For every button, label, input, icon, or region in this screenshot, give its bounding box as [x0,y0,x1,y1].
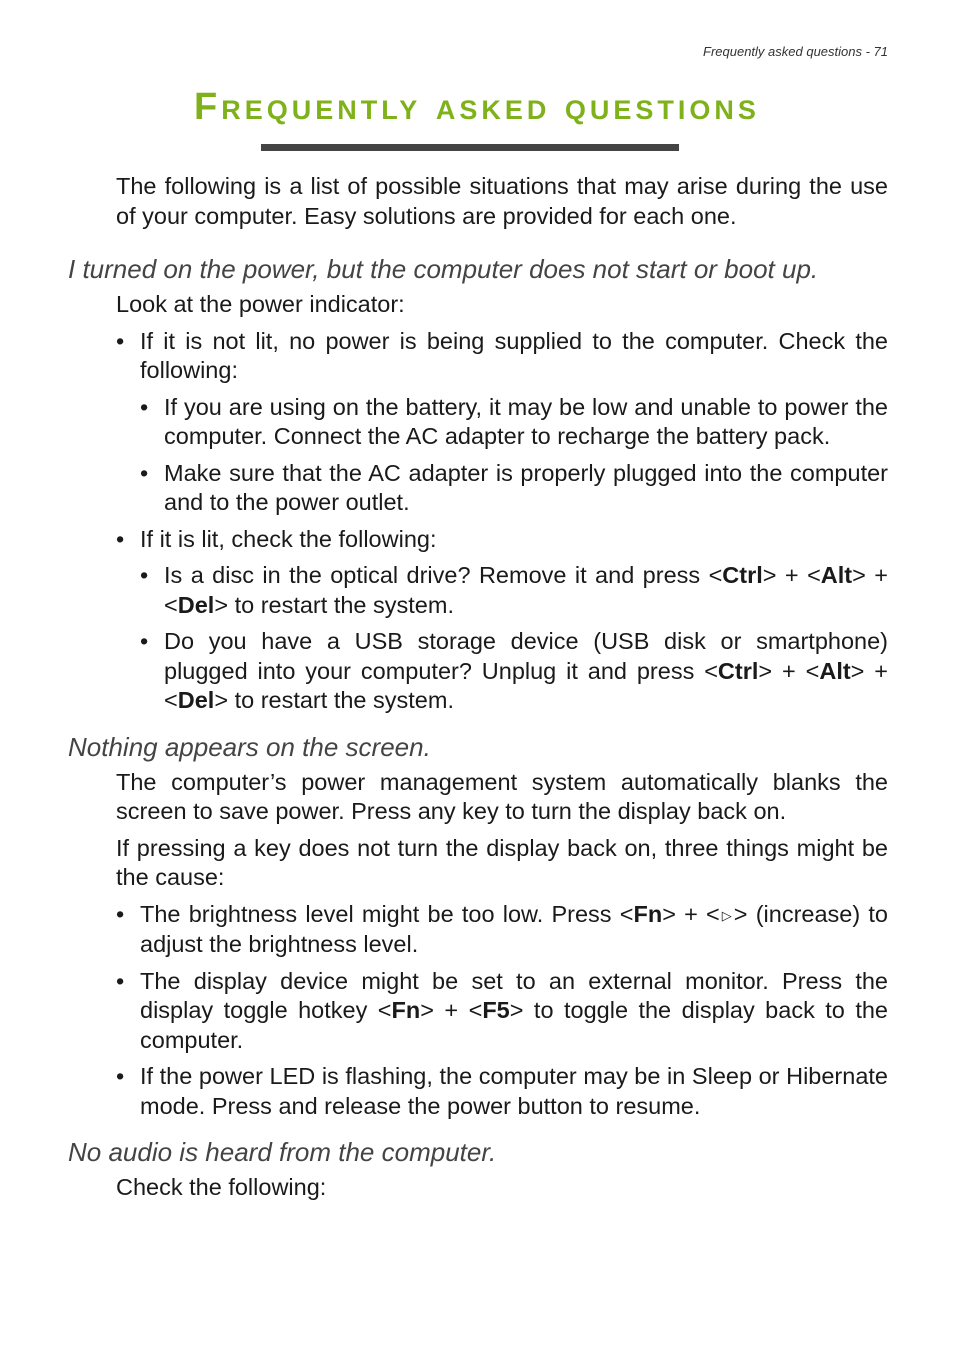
brightness-up-icon: ▷ [721,907,732,923]
bullet-list [140,900,888,1122]
list-item-text: Make sure that the AC adapter is properly plugged into the computer and to the power outlet. [164,459,888,515]
list-item: • The brightness level might be too low. Press <Fn> + < ▷> (increase) to adjust the brightness level. [140,900,888,960]
title-rule [261,144,679,151]
faq-question-screen: Nothing appears on the screen. [68,731,431,762]
list-item-text: If it is not lit, no power is being supplied to the computer. Check the following: [140,327,888,383]
list-item-text: If the power LED is flashing, the computer may be in Sleep or Hibernate mode. Press and release the power button to resume. [140,1063,888,1119]
key-ctrl: Ctrl [717,657,759,684]
key-ctrl: Ctrl [722,562,763,588]
intro-paragraph: The following is a list of possible situations that may arise during the use of your computer. Easy solutions are provided for each one. [116,173,888,229]
list-item [140,525,888,716]
section-paragraph: If pressing a key does not turn the display back on, three things might be the cause: [116,834,888,890]
list-item [164,459,888,518]
key-alt: Alt [820,562,853,588]
key-fn: Fn [391,997,421,1024]
section-paragraph: The computer’s power management system automatically blanks the screen to save power. Press any key to turn the display back on. [116,768,888,824]
list-item [164,393,888,452]
list-item: • The display device might be set to an external monitor. Press the display toggle hotkey <Fn> + <F5> to toggle the display back to the computer. [140,967,888,1056]
list-item-text: If you are using on the battery, it may be low and unable to power the computer. Connect the AC adapter to recharge the battery pack. [164,393,888,449]
page-title: Frequently asked questions [194,86,760,128]
list-item-text: If it is lit, check the following: [140,525,437,552]
key-alt: Alt [819,657,851,684]
faq-question-audio: No audio is heard from the computer. [68,1137,497,1168]
section-lead: Check the following: [116,1174,327,1201]
section-lead: Look at the power indicator: [116,291,405,317]
sub-bullet-list [164,561,888,716]
running-header: Frequently asked questions - 71 [703,44,888,59]
page-content [0,172,954,1210]
key-del: Del [177,687,215,713]
sub-bullet-list [164,393,888,518]
bullet-list [140,327,888,716]
list-item [140,1062,888,1121]
list-item [140,327,888,518]
key-fn: Fn [633,900,663,927]
key-f5: F5 [482,997,510,1024]
faq-question-power: I turned on the power, but the computer does not start or boot up. [68,254,819,284]
list-item: • Is a disc in the optical drive? Remove it and press <Ctrl> + <Alt> + <Del> to restart the system. [164,561,888,620]
list-item: • Do you have a USB storage device (USB disk or smartphone) plugged into your computer? Unplug it and press <Ctrl> + <Alt> + <Del> to restart the system. [164,627,888,716]
key-del: Del [177,591,215,618]
